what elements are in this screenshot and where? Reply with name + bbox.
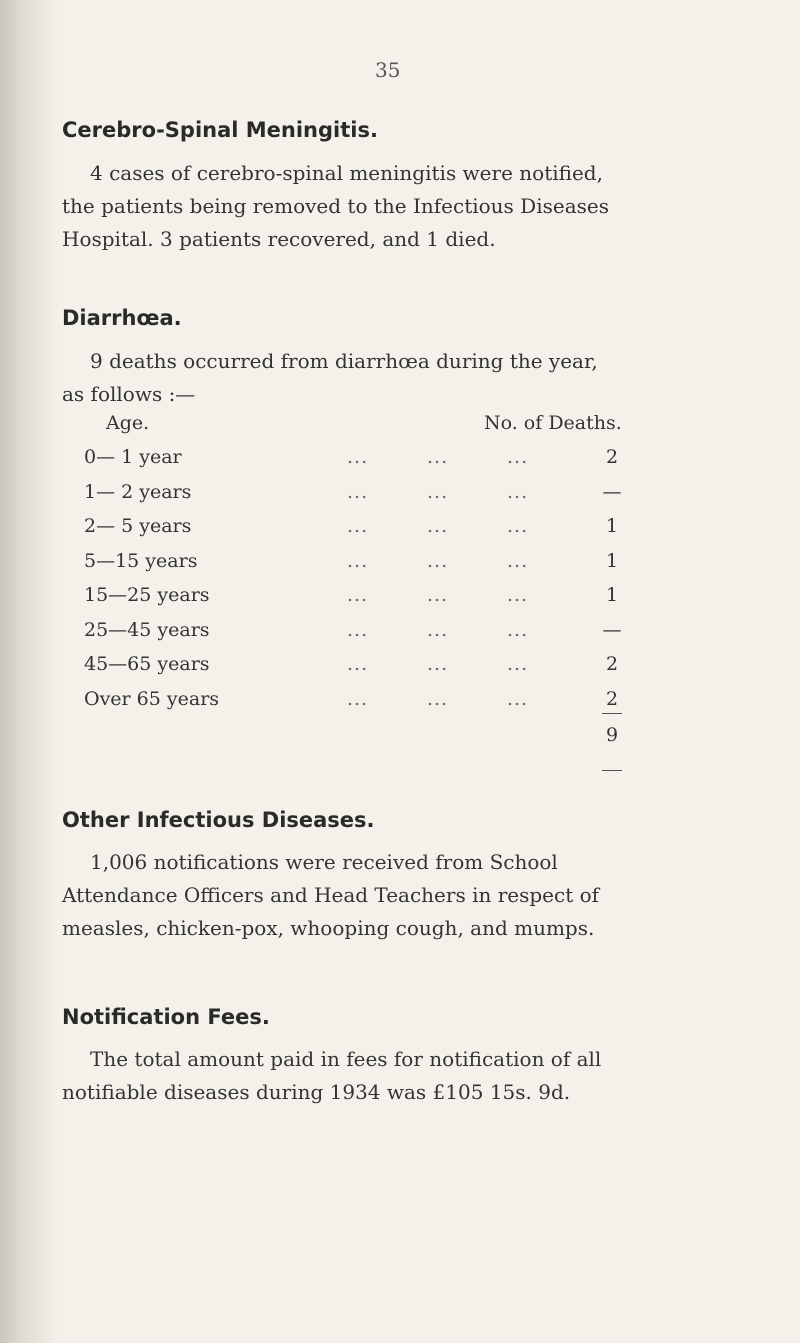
diarrhoea-line-2: as follows :— bbox=[62, 382, 196, 406]
csm-line-1: 4 cases of cerebro-spinal meningitis were notified, bbox=[90, 161, 603, 185]
leader-dots: ... ... ... bbox=[347, 480, 529, 503]
deaths-table bbox=[84, 412, 704, 722]
heading-csm: Cerebro-Spinal Meningitis. bbox=[62, 118, 378, 142]
other-line-1: 1,006 notifications were received from School bbox=[90, 850, 558, 874]
leader-dots: ... ... ... bbox=[347, 515, 529, 537]
table-row bbox=[84, 584, 704, 619]
deaths-cell: — bbox=[602, 618, 622, 641]
age-cell: 15—25 years bbox=[84, 584, 210, 606]
age-cell: 25—45 years bbox=[84, 618, 210, 641]
deaths-cell: — bbox=[602, 480, 622, 503]
fees-line-2: notifiable diseases during 1934 was £105 15s. 9d. bbox=[62, 1080, 571, 1104]
heading-other-infectious: Other Infectious Diseases. bbox=[62, 808, 375, 832]
fees-line-1: The total amount paid in fees for notification of all bbox=[90, 1047, 602, 1071]
paragraph-diarrhoea bbox=[62, 345, 702, 411]
heading-notification-fees: Notification Fees. bbox=[62, 1005, 270, 1029]
age-cell: 2— 5 years bbox=[84, 515, 192, 537]
leader-dots: ... ... ... bbox=[347, 653, 529, 675]
diarrhoea-line-1: 9 deaths occurred from diarrhœa during the year, bbox=[90, 349, 598, 373]
deaths-total: 9 bbox=[605, 724, 619, 746]
paragraph-notification-fees bbox=[62, 1043, 702, 1109]
deaths-cell: 1 bbox=[605, 584, 619, 606]
age-cell: 0— 1 year bbox=[84, 446, 182, 468]
column-header-age: Age. bbox=[106, 412, 150, 434]
leader-dots: ... ... ... bbox=[347, 446, 529, 468]
other-line-2: Attendance Officers and Head Teachers in respect of bbox=[62, 883, 600, 907]
table-row bbox=[84, 550, 704, 585]
table-row bbox=[84, 446, 704, 481]
table-row bbox=[84, 515, 704, 550]
table-row bbox=[84, 619, 704, 654]
age-cell: Over 65 years bbox=[84, 687, 220, 710]
other-line-3: measles, chicken-pox, whooping cough, and mumps. bbox=[62, 916, 595, 940]
age-cell: 45—65 years bbox=[84, 653, 210, 675]
leader-dots: ... ... ... bbox=[347, 687, 529, 710]
total-rule-top bbox=[602, 713, 622, 714]
deaths-cell: 1 bbox=[605, 549, 619, 572]
csm-line-2: the patients being removed to the Infectious Diseases bbox=[62, 194, 609, 218]
deaths-cell: 1 bbox=[605, 515, 619, 537]
column-header-deaths: No. of Deaths. bbox=[484, 412, 622, 434]
leader-dots: ... ... ... bbox=[347, 584, 529, 606]
heading-diarrhoea: Diarrhœa. bbox=[62, 306, 182, 330]
age-cell: 1— 2 years bbox=[84, 480, 192, 503]
table-row bbox=[84, 481, 704, 516]
paragraph-csm bbox=[62, 157, 702, 256]
table-row bbox=[84, 688, 704, 723]
deaths-cell: 2 bbox=[605, 687, 619, 710]
table-header bbox=[84, 412, 704, 446]
csm-line-3: Hospital. 3 patients recovered, and 1 died. bbox=[62, 227, 496, 251]
age-cell: 5—15 years bbox=[84, 549, 198, 572]
leader-dots: ... ... ... bbox=[347, 618, 529, 641]
paragraph-other-infectious bbox=[62, 846, 702, 945]
table-row bbox=[84, 653, 704, 688]
total-rule-bottom bbox=[602, 770, 622, 771]
leader-dots: ... ... ... bbox=[347, 549, 529, 572]
page-number: 35 bbox=[375, 58, 401, 82]
page-edge-shadow bbox=[0, 0, 60, 1343]
deaths-cell: 2 bbox=[605, 653, 619, 675]
deaths-cell: 2 bbox=[605, 446, 619, 468]
